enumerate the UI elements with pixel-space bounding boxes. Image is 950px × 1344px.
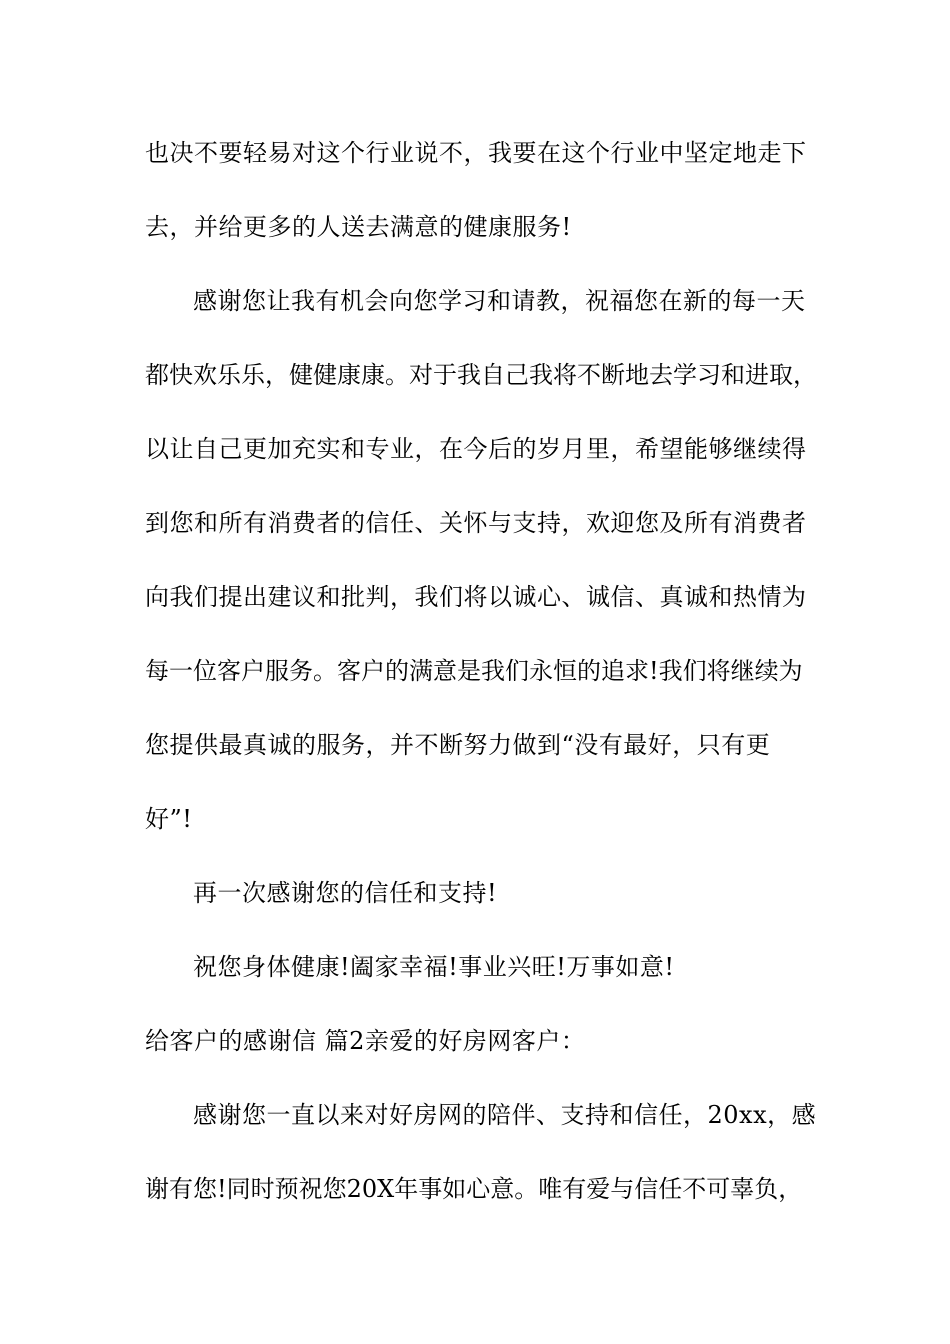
text-line-3: 感谢您让我有机会向您学习和请教，祝福您在新的每一天 (193, 287, 806, 315)
text-line-8: 每一位客户服务。客户的满意是我们永恒的追求!我们将继续为 (145, 657, 803, 685)
text-line-12: 祝您身体健康!阖家幸福!事业兴旺!万事如意! (193, 953, 675, 981)
text-line-15: 谢有您!同时预祝您20X年事如心意。唯有爱与信任不可辜负， (145, 1175, 803, 1203)
text-line-14: 感谢您一直以来对好房网的陪伴、支持和信任，20xx，感 (193, 1101, 817, 1129)
text-line-7: 向我们提出建议和批判，我们将以诚心、诚信、真诚和热情为 (145, 583, 807, 611)
text-line-10: 好”! (145, 805, 193, 833)
text-line-11: 再一次感谢您的信任和支持! (193, 879, 498, 907)
text-line-2: 去，并给更多的人送去满意的健康服务! (145, 213, 572, 241)
text-line-5: 以让自己更加充实和专业，在今后的岁月里，希望能够继续得 (145, 435, 807, 463)
text-line-9: 您提供最真诚的服务，并不断努力做到“没有最好，只有更 (145, 731, 771, 759)
text-line-6: 到您和所有消费者的信任、关怀与支持，欢迎您及所有消费者 (145, 509, 807, 537)
text-line-1: 也决不要轻易对这个行业说不，我要在这个行业中坚定地走下 (145, 139, 807, 167)
text-line-4: 都快欢乐乐，健健康康。对于我自己我将不断地去学习和进取， (145, 361, 817, 389)
section-heading: 给客户的感谢信 篇2亲爱的好房网客户： (145, 1027, 586, 1055)
